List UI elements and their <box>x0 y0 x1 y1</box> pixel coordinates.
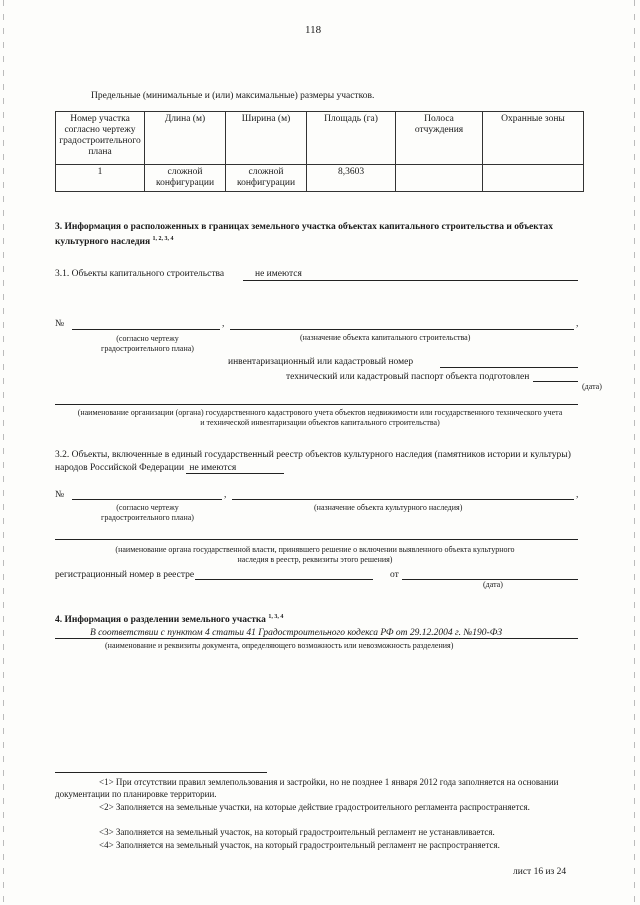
table-cell: 1 <box>56 165 145 192</box>
section4-caption: (наименование и реквизиты документа, определяющего возможность или невозможность разделения) <box>105 641 454 650</box>
number-underline <box>72 329 220 330</box>
s31-label: 3.1. Объекты капитального строительства <box>55 269 225 279</box>
footnote-3: <3> Заполняется на земельный участок, на который градостроительный регламент не устанавливается. <box>99 827 495 837</box>
table-cell <box>396 165 483 192</box>
footnote-4: <4> Заполняется на земельный участок, на который градостроительный регламент не распространяется. <box>99 840 500 850</box>
inventory-label: инвентаризационный или кадастровый номер <box>228 357 414 367</box>
table-header: Охранные зоны <box>483 112 584 165</box>
from-label: от <box>390 570 399 580</box>
table-row <box>56 165 584 192</box>
s32-paragraph: 3.2. Объекты, включенные в единый государственный реестр объектов культурного наследия (памятников истории и культуры) народов Российской Федерации не имеются <box>55 450 571 473</box>
authority-underline <box>55 539 578 540</box>
table-cell <box>483 165 584 192</box>
table-header: Длина (м) <box>145 112 226 165</box>
limits-table <box>55 111 584 192</box>
page-number: 118 <box>305 24 322 36</box>
section4-underline <box>55 638 578 639</box>
org-caption: (наименование организации (органа) государственного кадастрового учета объектов недвижимости или государственного технического учета и технической инвентаризации объектов капитального строительства) <box>77 408 563 427</box>
footnote-1: <1> При отсутствии правил землепользования и застройки, но не позднее 1 января 2012 года заполняется на основании документации по планировке территории. <box>55 777 559 799</box>
sheet-number: лист 16 из 24 <box>513 867 567 877</box>
caption-heritage: (назначение объекта культурного наследия) <box>314 503 463 512</box>
heritage-underline <box>232 499 574 500</box>
section4-title: 4. Информация о разделении земельного участка $^{1, 3, 4}$ <box>55 614 284 626</box>
passport-underline <box>533 381 578 382</box>
inventory-underline <box>440 367 578 368</box>
section4-footnote-ref: 1, 3, 4 <box>268 614 284 620</box>
table-cell: сложной конфигурации <box>226 165 307 192</box>
section3-footnote-ref: 1, 2, 3, 4 <box>152 236 174 242</box>
reg-underline <box>195 579 373 580</box>
scan-edge-left <box>3 0 4 905</box>
table-cell: сложной конфигурации <box>145 165 226 192</box>
table-header: Полоса отчуждения <box>396 112 483 165</box>
table-cell: 8,3603 <box>307 165 396 192</box>
footnote-2: <2> Заполняется на земельные участки, на которые действие градостроительного регламента распространяется. <box>99 802 530 812</box>
footnote-separator <box>55 772 267 773</box>
s31-underline <box>243 280 578 281</box>
section4-value: В соответствии с пунктом 4 статьи 41 Градостроительного кодекса РФ от 29.12.2004 г. №190-ФЗ <box>90 628 503 638</box>
passport-label: технический или кадастровый паспорт объекта подготовлен <box>286 372 530 382</box>
authority-caption: (наименование органа государственной власти, принявшего решение о включении выявленного объекта культурного наследия в реестр, реквизиты этого решения) <box>115 545 515 564</box>
caption-purpose: (назначение объекта капитального строительства) <box>300 333 471 342</box>
s32-value: не имеются <box>186 463 284 474</box>
section3-title: 3. Информация о расположенных в границах земельного участка объектах капитального строительства и объектах культурного наследия $^{1, 2, 3, 4}$ <box>55 222 554 248</box>
table-header: Номер участка согласно чертежу градостроительного плана <box>56 112 145 165</box>
number-label-2: № <box>55 490 65 500</box>
caption-plan-2: (согласно чертежу градостроительного плана) <box>101 503 194 522</box>
limits-intro: Предельные (минимальные и (или) максимальные) размеры участков. <box>91 91 375 101</box>
org-underline <box>55 404 578 405</box>
number-label: № <box>55 319 65 329</box>
table-header-row <box>56 112 584 165</box>
table-header: Площадь (га) <box>307 112 396 165</box>
scan-edge-right <box>634 0 635 905</box>
date-caption-2: (дата) <box>483 580 503 589</box>
purpose-underline <box>230 329 574 330</box>
s31-value: не имеются <box>255 269 302 279</box>
number-underline-2 <box>72 499 222 500</box>
table-header: Ширина (м) <box>226 112 307 165</box>
caption-plan: (согласно чертежу градостроительного плана) <box>101 334 194 353</box>
date-caption: (дата) <box>582 382 602 391</box>
reg-label: регистрационный номер в реестре <box>55 570 195 580</box>
